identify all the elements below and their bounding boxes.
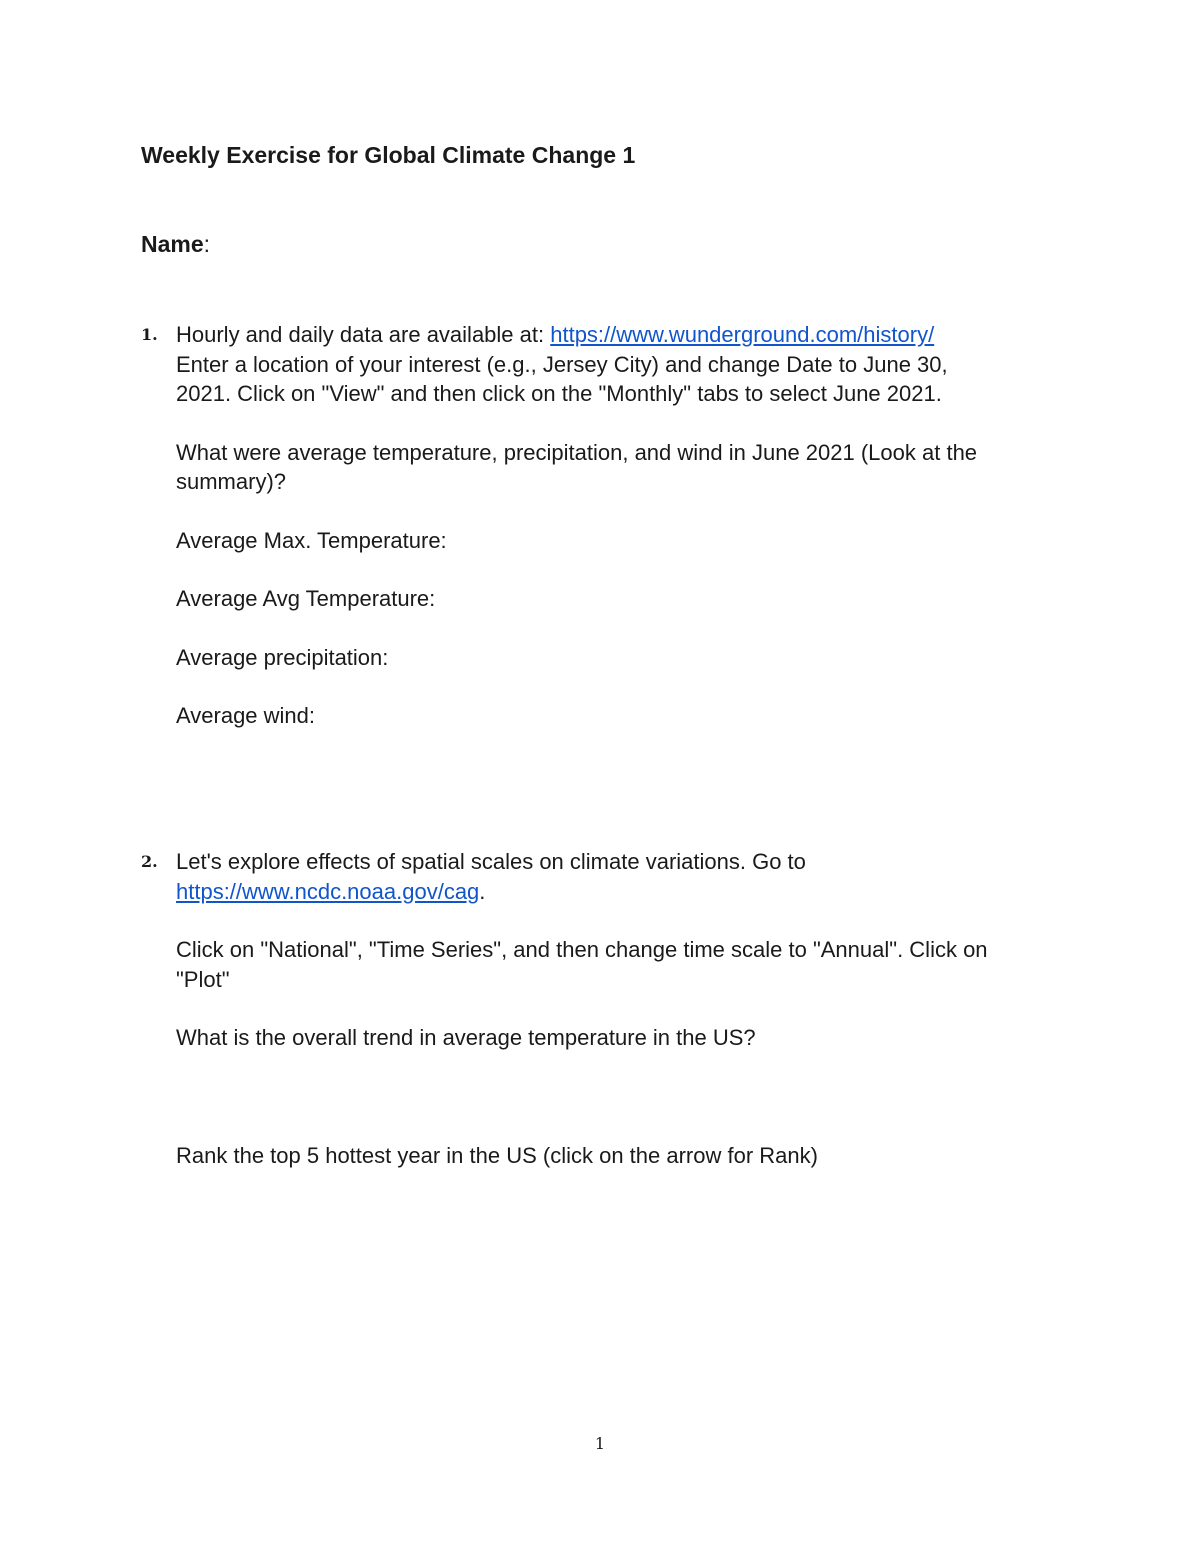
question-1-line-2: Enter a location of your interest (e.g., Jersey City) and change Date to June 30, [176,351,948,377]
name-colon: : [203,231,211,257]
answer-space [176,1082,1056,1141]
question-1-intro: Hourly and daily data are available at: [176,322,551,347]
wunderground-link[interactable]: https://www.wunderground.com/history/ [550,322,935,347]
question-1-body [176,320,1056,731]
document-title: Weekly Exercise for Global Climate Change 1 [141,142,636,168]
name-label: Name [141,231,204,257]
question-1-line-3: 2021. Click on "View" and then click on the "Monthly" tabs to select June 2021. [176,381,942,406]
field-avg-precipitation: Average precipitation: [176,644,389,670]
field-avg-avg-temperature: Average Avg Temperature: [176,586,436,611]
question-2-intro: Let's explore effects of spatial scales on climate variations. Go to [176,849,806,874]
question-2-instruction-line-1: Click on "National", "Time Series", and then change time scale to "Annual". Click on [176,937,988,962]
page-number: 1 [594,1434,606,1453]
question-2-intro-block [176,847,1056,906]
field-avg-wind: Average wind: [176,703,316,728]
question-1-instructions [176,320,1056,409]
field-avg-max-temperature: Average Max. Temperature: [176,527,447,553]
question-2-rank: Rank the top 5 hottest year in the US (click on the arrow for Rank) [176,1142,818,1168]
question-2-link-suffix: . [479,878,486,904]
question-1-question [176,438,1056,497]
question-2-body [176,847,1056,1170]
question-2-trend: What is the overall trend in average temperature in the US? [176,1025,756,1050]
question-2-instruction-line-2: "Plot" [176,966,230,992]
name-field [141,231,210,258]
question-1-number: 1. [141,325,158,344]
question-1-question-line-1: What were average temperature, precipitation, and wind in June 2021 (Look at the [176,439,978,465]
question-1-question-line-2: summary)? [176,469,287,494]
question-2-number: 2. [141,852,158,871]
question-2-instructions [176,935,1056,994]
ncdc-noaa-link[interactable]: https://www.ncdc.noaa.gov/cag [176,878,480,904]
